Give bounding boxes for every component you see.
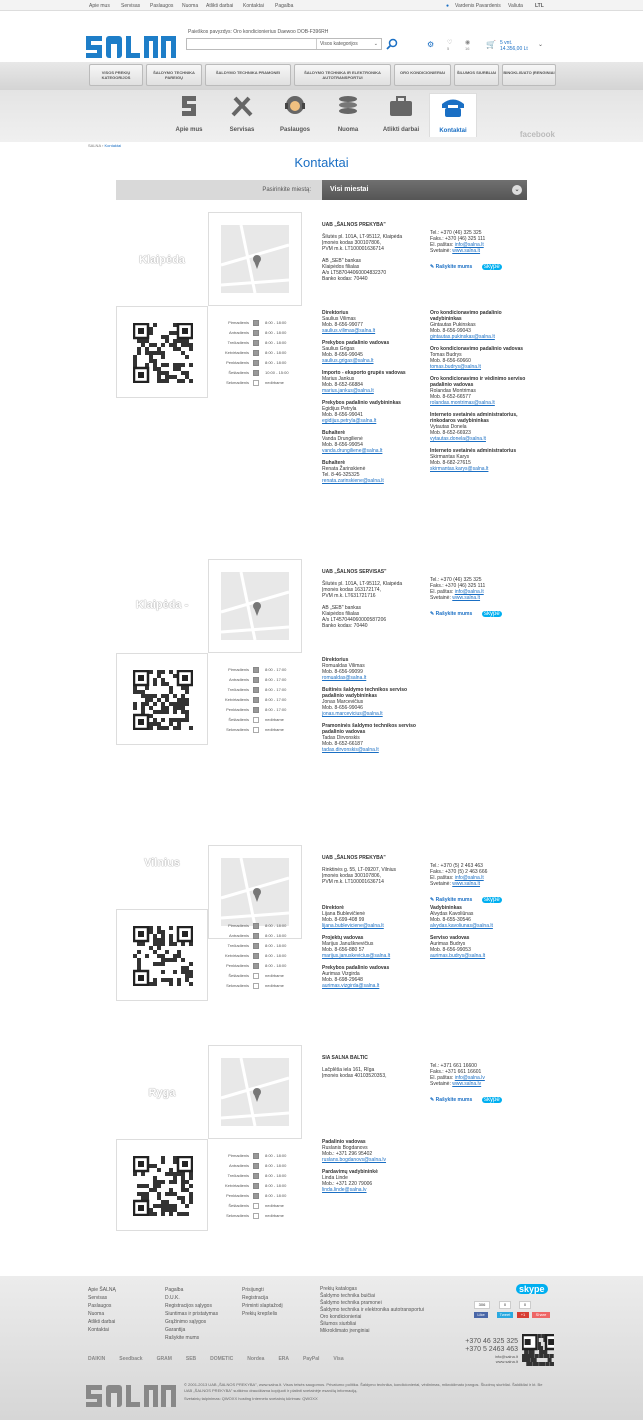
contact-link[interactable]: marijus.januskevicius@salna.lt — [322, 953, 391, 959]
write-us-link[interactable]: ✎ Rašykite mums — [430, 1097, 473, 1103]
map-pin-icon — [221, 572, 289, 640]
city-name: Klaipėda — [139, 254, 185, 266]
search-hint: Paieškos pavyzdys: Oro kondicionierius Daewoo DOB-F396RH — [188, 29, 329, 35]
contact-link[interactable]: aurimas.budrys@salna.lt — [430, 953, 486, 959]
footer-link[interactable]: Grąžinimo sąlygos — [165, 1319, 207, 1325]
staff-entry: Prekybos padalinio vadybininkas Egidijus Petryla Mob. 8-656-99041 egidijus.petryla@salna.lt — [322, 400, 401, 424]
hours-row: Sekmadienis nedirbame — [226, 727, 284, 732]
skype-icon[interactable]: skype — [484, 264, 500, 270]
qr-code-icon — [522, 1334, 554, 1366]
top-link-service[interactable]: Servisas — [121, 3, 141, 9]
footer-link[interactable]: Prekių krepšelis — [242, 1311, 278, 1317]
hours-row: Pirmadienis 8:00 - 18:00 — [228, 923, 287, 928]
hours-row: Antradienis 8:00 - 18:00 — [228, 330, 287, 335]
staff-column-right — [430, 310, 534, 478]
support-agent-icon — [280, 93, 310, 119]
contact-link[interactable]: linda.linde@salna.lv — [322, 1187, 367, 1193]
staff-entry: Prekybos padalinio vadovas Saulius Grigas Mob. 8-656-99045 saulius.grigas@salna.lt — [322, 340, 390, 364]
hours-row: Trečiadienis 8:00 - 18:00 — [227, 1173, 287, 1178]
category-heatpumps[interactable]: ŠILUMOS SIURBLIAI — [454, 64, 499, 86]
staff-entry: Oro kondicionavimo ir vėdinimo serviso padalinio vadovas Rolandas Montrimas Mob. 8-652-66577 rolandas.montrimas@salna.lt — [430, 376, 526, 406]
skype-icon[interactable]: skype — [484, 611, 500, 617]
footer — [0, 1276, 643, 1420]
footer-link[interactable]: Registracijos sąlygos — [165, 1303, 212, 1309]
hours-status-icon — [253, 943, 259, 949]
footer-link[interactable]: D.U.K. — [165, 1295, 180, 1301]
contact-link[interactable]: info@salna.lt — [454, 242, 484, 248]
top-bar — [0, 0, 643, 11]
staff-entry: Direktorius Romualdas Vilimas Mob. 8-656-99099 romualdas@salna.lt — [322, 657, 367, 681]
hours-row: Penktadienis 8:00 - 18:00 — [226, 360, 287, 365]
footer-link[interactable]: Šaldymo technika buičiai — [320, 1293, 376, 1299]
plus-button[interactable]: +1 — [517, 1312, 529, 1318]
company-phones: Tel.: +370 (46) 325 325 Faks.: +370 (46) 325 111 El. paštas: info@salna.lt Svetainė: www.salna.lt — [430, 230, 486, 254]
footer-link[interactable]: Prisijungti — [242, 1287, 264, 1293]
staff-entry: Importo - eksporto grupės vadovas Marius Jankus Mob. 8-652-66884 marius.jankus@salna.lt — [322, 370, 406, 394]
footer-link[interactable]: Rašykite mums — [165, 1335, 200, 1341]
staff-column-left — [322, 905, 426, 995]
opening-hours — [216, 320, 302, 390]
staff-entry: Oro kondicionavimo padalinio vadybininkas Gintautas Pukinskas Mob. 8-656-99043 gintautas.pukinskas@salna.lt — [430, 310, 502, 340]
hours-row: Sekmadienis nedirbame — [226, 983, 284, 988]
search-icon[interactable] — [385, 38, 399, 50]
currency-label: Valiuta — [508, 3, 523, 9]
contact-link[interactable]: marius.jankus@salna.lt — [322, 388, 374, 394]
category-all[interactable]: VISOS PREKIŲ KATEGORIJOS — [89, 64, 143, 86]
map-pin-icon — [221, 225, 289, 293]
contact-link[interactable]: aurimas.vizgirda@salna.lt — [322, 983, 380, 989]
footer-link[interactable]: Garantija — [165, 1327, 186, 1333]
category-household[interactable]: ŠALDYMO TECHNIKA PAREIGŲ — [146, 64, 202, 86]
contact-link[interactable]: saulius.grigas@salna.lt — [322, 358, 374, 364]
chevron-down-icon: ⌄ — [512, 185, 522, 195]
hours-status-icon — [253, 677, 259, 683]
favorites-icon[interactable]: ♡ 5 — [447, 40, 453, 51]
write-us-link[interactable]: ✎ Rašykite mums — [430, 611, 473, 617]
user-icon: ● — [446, 3, 450, 9]
staff-entry: Oro kondicionavimo padalinio vadovas Tomas Budrys Mob. 8-656-60660 tomas.budrys@salna.lt — [430, 346, 524, 370]
hours-row: Penktadienis 8:00 - 18:00 — [226, 1193, 287, 1198]
footer-link[interactable]: Registracija — [242, 1295, 269, 1301]
hours-row: Trečiadienis 8:00 - 17:00 — [227, 687, 287, 692]
partner-logo: SEB — [185, 1356, 197, 1362]
company-phones: Tel.: +370 (5) 2 463 463 Faks.: +370 (5) 2 463 666 El. paštas: info@salna.lt Svetainė: www.salna.lt — [430, 863, 488, 887]
hours-status-icon — [253, 933, 259, 939]
partner-logo: PayPal — [303, 1356, 320, 1362]
breadcrumb-home[interactable]: SALNA — [88, 143, 101, 148]
map[interactable] — [208, 1045, 302, 1139]
map[interactable] — [208, 212, 302, 306]
contact-link[interactable]: renata.zarinskiene@salna.lt — [322, 478, 384, 484]
staff-entry: Pramoninės šaldymo technikos serviso padalinio vadovas Tadas Dirvonskis Mob. 8-652-66187 tadas.dirvonskis@salna.lt — [322, 723, 416, 753]
hours-status-icon — [253, 1213, 259, 1219]
hours-row: Šeštadienis nedirbame — [228, 973, 284, 978]
city-select[interactable]: Visi miestai ⌄ — [322, 180, 527, 200]
skype-icon[interactable]: skype — [484, 897, 500, 903]
hours-status-icon — [253, 953, 259, 959]
hours-status-icon — [253, 697, 259, 703]
opening-hours — [216, 667, 302, 737]
hours-status-icon — [253, 340, 259, 346]
footer-link[interactable]: Siuntimas ir pristatymas — [165, 1311, 219, 1317]
skype-icon[interactable]: skype — [484, 1097, 500, 1103]
footer-link[interactable]: Šaldymo technika ir elektronika autotransportui — [320, 1307, 424, 1313]
cart-icon[interactable]: 🛒 — [486, 40, 496, 49]
copyright: © 2001-2013 UAB „ŠALNOS PREKYBA", www.salna.lt. Visos teisės saugomos. Privatumo politika. Šaldymo technika, kondicionieriai, vėdinimas, mikroklimato įrangos. Šiuolmų siurbliai. Šaldikliai ir kt. Be UAB „ŠALNOS PREKYBA" sutikimo draudžiama kopijuoti ir platinti svetainėje esančią informaciją. Svetainių talpinimas: QWOXX hosting Interneto svetainių kūrimas: QWOXX — [184, 1382, 543, 1401]
top-link-about[interactable]: Apie mus — [89, 3, 110, 9]
hours-status-icon — [253, 1203, 259, 1209]
search-input[interactable] — [186, 38, 382, 50]
qr-code-icon — [133, 1156, 193, 1216]
footer-link[interactable]: Nuoma — [88, 1311, 105, 1317]
hours-row: Pirmadienis 8:00 - 18:00 — [228, 320, 287, 325]
partner-logo: Nordea — [247, 1356, 265, 1362]
contact-link[interactable]: info@salna.lt — [454, 589, 484, 595]
contact-link[interactable]: egidijus.petryla@salna.lt — [322, 418, 377, 424]
qr-code — [116, 1139, 208, 1231]
city-filter — [116, 180, 527, 200]
hours-status-icon — [253, 707, 259, 713]
hours-row: Pirmadienis 8:00 - 18:00 — [228, 1153, 287, 1158]
like-button[interactable]: Like — [474, 1312, 488, 1318]
hours-row: Antradienis 8:00 - 18:00 — [228, 933, 287, 938]
nav-rent[interactable]: Nuoma — [324, 93, 372, 137]
footer-link[interactable]: Prekių katalogas — [320, 1286, 357, 1292]
twitter-count[interactable]: 0 — [499, 1301, 511, 1309]
hours-row: Trečiadienis 8:00 - 18:00 — [227, 943, 287, 948]
contact-link[interactable]: gintautas.pukinskas@salna.lt — [430, 334, 495, 340]
top-link-rent[interactable]: Nuoma — [182, 3, 199, 9]
hours-row: Šeštadienis 10:00 - 15:00 — [228, 370, 289, 375]
hours-status-icon — [253, 727, 259, 733]
hours-status-icon — [253, 1173, 259, 1179]
salna-logo[interactable] — [86, 34, 176, 60]
staff-entry: Prekybos padalinio vadovas Aurimas Vizgirda Mob. 8-698-29648 aurimas.vizgirda@salna.lt — [322, 965, 390, 989]
user-name[interactable]: Vardenis Pavardenis — [455, 3, 501, 9]
company-phones: Tel.: +370 (46) 325 325 Faks.: +370 (46) 325 111 El. paštas: info@salna.lt Svetainė: www.salna.lt — [430, 577, 486, 601]
company-info: UAB „ŠALNOS SERVISAS" Šilutės pl. 101A, LT-95112, Klaipėda Įmonės kodas 163172174, PVM m.k. LT631721716 AB „SEB" bankas Klaipėdos filialas A/s LT457044060000587206 Banko kodas: 70440 — [322, 569, 403, 629]
partner-logo: DAIKIN — [88, 1356, 106, 1362]
hours-row: Antradienis 8:00 - 17:00 — [228, 677, 287, 682]
partner-logo: GRAM — [156, 1356, 172, 1362]
hours-status-icon — [253, 360, 259, 366]
partner-logos — [88, 1356, 438, 1362]
staff-entry: Direktorė Lijana Bublevičienė Mob. 8-699-408 99 lijana.bubleviciene@salna.lt — [322, 905, 384, 929]
contact-link[interactable]: saulius.vilimas@salna.lt — [322, 328, 376, 334]
footer-link[interactable]: Šaldymo technika pramonei — [320, 1300, 382, 1306]
company-phones: Tel.: +371 661 16600 Faks.: +371 661 16601 El. paštas: info@salna.lv Svetainė: www.salna.lv — [430, 1063, 485, 1087]
staff-entry: Buhalterė Vanda Drungilienė Mob. 8-656-99054 vanda.drungiliene@salna.lt — [322, 430, 383, 454]
contact-link[interactable]: www.salna.lt — [452, 248, 481, 254]
footer-link[interactable]: Servisas — [88, 1295, 108, 1301]
contact-link[interactable]: rolandas.montrimas@salna.lt — [430, 400, 495, 406]
hours-status-icon — [253, 717, 259, 723]
opening-hours — [216, 923, 302, 993]
contact-link[interactable]: tomas.budrys@salna.lt — [430, 364, 481, 370]
qr-code-icon — [133, 323, 193, 383]
nav-works[interactable]: Atlikti darbai — [377, 93, 425, 137]
category-transport[interactable]: ŠALDYMO TECHNIKA IR ELEKTRONIKA AUTOTRANSPORTUI — [294, 64, 391, 86]
city-filter-label: Pasirinkite miestą: — [262, 187, 311, 193]
contact-link[interactable]: tadas.dirvonskis@salna.lt — [322, 747, 379, 753]
contact-link[interactable]: www.salna.lv — [452, 1081, 482, 1087]
hours-row: Ketvirtadienis 8:00 - 18:00 — [224, 350, 287, 355]
qr-code — [116, 909, 208, 1001]
briefcase-icon — [386, 93, 416, 119]
contact-link[interactable]: info@salna.lt — [454, 875, 484, 881]
top-link-help[interactable]: Pagalba — [275, 3, 294, 9]
footer-link[interactable]: Kontaktai — [88, 1327, 109, 1333]
hours-row: Pirmadienis 8:00 - 17:00 — [228, 667, 287, 672]
footer-salna-logo[interactable] — [86, 1383, 176, 1409]
hours-status-icon — [253, 687, 259, 693]
footer-link[interactable]: Priminti slaptažodį — [242, 1303, 283, 1309]
contact-link[interactable]: info@salna.lv — [454, 1075, 485, 1081]
footer-link[interactable]: Oro kondicionieriai — [320, 1314, 362, 1320]
hours-status-icon — [253, 320, 259, 326]
staff-entry: Buhalterė Renata Žarinskienė Tel. 8-46-325325 renata.zarinskiene@salna.lt — [322, 460, 384, 484]
contact-link[interactable]: vytautas.donela@salna.lt — [430, 436, 486, 442]
qr-code — [116, 653, 208, 745]
map-pin-icon — [221, 1058, 289, 1126]
company-info: UAB „ŠALNOS PREKYBA" Šilutės pl. 101A, LT-95112, Klaipėda Įmonės kodas 300107806, PVM m.k. LT100001636714 AB „SEB" bankas Klaipėdos filialas A/s LT587044060004832370 Banko kodas: 70440 — [322, 222, 403, 282]
hours-status-icon — [253, 1153, 259, 1159]
staff-column-left — [322, 657, 426, 759]
footer-link[interactable]: Paslaugos — [88, 1303, 112, 1309]
currency-select[interactable]: LTL — [535, 3, 544, 9]
hours-status-icon — [253, 973, 259, 979]
staff-column-left — [322, 1139, 426, 1199]
hours-status-icon — [253, 1193, 259, 1199]
contact-link[interactable]: alvydas.kavoliunas@salna.lt — [430, 923, 493, 929]
staff-entry: Padalinio vadovas Ruslanis Bogdanovs Mob.: +371 296 95402 ruslans.bogdanovs@salna.lv — [322, 1139, 387, 1163]
contact-link[interactable]: vanda.drungiliene@salna.lt — [322, 448, 383, 454]
map[interactable] — [208, 559, 302, 653]
hours-status-icon — [253, 963, 259, 969]
staff-entry: Buitinės šaldymo technikos serviso padalinio vadybininkas Jonas Marcevičius Mob. 8-656-99046 jonas.marcevicius@salna.lt — [322, 687, 408, 717]
salna-s-icon — [174, 93, 204, 119]
city-name: Klaipėda - — [135, 599, 189, 611]
map-pin-icon — [221, 858, 289, 926]
skype-logo[interactable]: skype — [516, 1284, 548, 1294]
views-icon[interactable]: ◉ 16 — [465, 40, 471, 51]
contact-link[interactable]: ruslans.bogdanovs@salna.lv — [322, 1157, 387, 1163]
staff-entry: Serviso vadovas Aurimas Budrys Mob. 8-656-99053 aurimas.budrys@salna.lt — [430, 935, 486, 959]
hours-row: Sekmadienis nedirbame — [226, 380, 284, 385]
footer-link[interactable]: Apie ŠALNĄ — [88, 1287, 116, 1293]
hours-row: Trečiadienis 8:00 - 18:00 — [227, 340, 287, 345]
hours-status-icon — [253, 350, 259, 356]
category-climate[interactable]: BINOKLIS/ATO ĮRENGINIAI — [502, 64, 556, 86]
footer-contacts: +370 46 325 325 +370 5 2463 463 info@salna.lt www.salna.lt — [465, 1338, 518, 1364]
hours-row: Penktadienis 8:00 - 18:00 — [226, 963, 287, 968]
qr-code-icon — [133, 670, 193, 730]
nav-about[interactable]: Apie mus — [165, 93, 213, 137]
hours-status-icon — [253, 1183, 259, 1189]
staff-column-left — [322, 310, 426, 490]
hours-row: Penktadienis 8:00 - 17:00 — [226, 707, 287, 712]
nav-service[interactable]: Servisas — [218, 93, 266, 137]
hours-status-icon — [253, 330, 259, 336]
contact-link[interactable]: jonas.marcevicius@salna.lt — [322, 711, 383, 717]
hero-nav — [0, 90, 643, 142]
hours-status-icon — [253, 667, 259, 673]
nav-contacts[interactable]: Kontaktai — [429, 93, 477, 137]
chevron-down-icon[interactable]: ⌄ — [538, 42, 544, 48]
page-title: Kontaktai — [294, 155, 349, 170]
hours-status-icon — [253, 380, 259, 386]
staff-entry: Interneto svetainės administratorius, rinkodaros vadybininkas Vytautas Donela Mob. 8-652-66923 vytautas.donela@salna.lt — [430, 412, 518, 442]
footer-link[interactable]: Šilumos siurbliai — [320, 1321, 357, 1327]
partner-logo: Seedback — [119, 1356, 143, 1362]
city-name: Vilnius — [144, 857, 180, 869]
cart-summary[interactable]: 5 vnt. 14.356,00 Lt — [500, 40, 528, 52]
contact-link[interactable]: skirmantas.karys@salna.lt — [430, 466, 489, 472]
breadcrumb-current: Kontaktai — [104, 143, 122, 148]
staff-entry: Interneto svetainės administratorius Skirmantas Karys Mob. 8-682-27615 skirmantas.karys@salna.lt — [430, 448, 517, 472]
contact-link[interactable]: www.salna.lt — [452, 595, 481, 601]
hours-row: Šeštadienis nedirbame — [228, 717, 284, 722]
share-count[interactable]: 0 — [519, 1301, 531, 1309]
qr-code-icon — [133, 926, 193, 986]
partner-logo: DOMETIC — [210, 1356, 234, 1362]
staff-entry: Direktorius Saulius Vilimas Mob. 8-656-99077 saulius.vilimas@salna.lt — [322, 310, 376, 334]
hours-row: Šeštadienis nedirbame — [228, 1203, 284, 1208]
top-link-services[interactable]: Paslaugos — [150, 3, 174, 9]
facebook-like-button[interactable]: 306 — [474, 1301, 490, 1309]
hours-row: Sekmadienis nedirbame — [226, 1213, 284, 1218]
staff-column-right — [430, 905, 534, 965]
write-us-link[interactable]: ✎ Rašykite mums — [430, 897, 473, 903]
qr-code — [116, 306, 208, 398]
company-info: SIA SALNA BALTIC Lačplēša iela 161, Rīga Įmonės kodas 40103520353, — [322, 1055, 387, 1079]
hours-row: Ketvirtadienis 8:00 - 18:00 — [224, 1183, 287, 1188]
share-button[interactable]: Share — [532, 1312, 550, 1318]
hours-row: Ketvirtadienis 8:00 - 17:00 — [224, 697, 287, 702]
hours-status-icon — [253, 923, 259, 929]
hours-row: Ketvirtadienis 8:00 - 18:00 — [224, 953, 287, 958]
staff-entry: Projektų vadovas Marijus Janušknevičius Mob. 8-656-880 57 marijus.januskevicius@salna.lt — [322, 935, 391, 959]
category-ac[interactable]: ORO KONDICIONIERIAI — [394, 64, 451, 86]
footer-link[interactable]: Mikroklimato įrenginiai — [320, 1328, 370, 1334]
facebook-label[interactable]: facebook — [519, 130, 555, 139]
contact-link[interactable]: www.salna.lt — [452, 881, 481, 887]
write-us-link[interactable]: ✎ Rašykite mums — [430, 264, 473, 270]
staff-entry: Pardavimų vadybininkė Linda Linde Mob.: +371 220 79006 linda.linde@salna.lv — [322, 1169, 378, 1193]
hours-row: Antradienis 8:00 - 18:00 — [228, 1163, 287, 1168]
hours-status-icon — [253, 370, 259, 376]
compare-icon[interactable]: ⚙ — [427, 40, 435, 49]
top-link-contacts[interactable]: Kontaktai — [243, 3, 264, 9]
contact-link[interactable]: lijana.bubleviciene@salna.lt — [322, 923, 384, 929]
city-name: Ryga — [148, 1087, 176, 1099]
top-link-works[interactable]: Atlikti darbai — [206, 3, 234, 9]
partner-logo: ERA — [278, 1356, 290, 1362]
opening-hours — [216, 1153, 302, 1223]
footer-link[interactable]: Atlikti darbai — [88, 1319, 116, 1325]
breadcrumb: SALNA › Kontaktai — [88, 143, 122, 148]
category-industry[interactable]: ŠALDYMO TECHNIKA PRAMONEI — [205, 64, 291, 86]
tools-icon — [227, 93, 257, 119]
hours-status-icon — [253, 1163, 259, 1169]
partner-logo: Visa — [333, 1356, 344, 1362]
hours-status-icon — [253, 983, 259, 989]
company-info: UAB „ŠALNOS PREKYBA" Rinktinės g. 55, LT-09207, Vilnius Įmonės kodas 300107806, PVM m.k. LT100001636714 — [322, 855, 397, 885]
category-bar — [0, 62, 643, 90]
contact-link[interactable]: romualdas@salna.lt — [322, 675, 367, 681]
nav-services[interactable]: Paslaugos — [271, 93, 319, 137]
search-category-select[interactable]: Visos kategorijos ⌄ — [316, 39, 381, 49]
tweet-button[interactable]: Tweet — [497, 1312, 513, 1318]
footer-link[interactable]: Pagalba — [165, 1287, 184, 1293]
staff-entry: Vadybininkas Alvydas Kavoliūnas Mob. 8-655-30546 alvydas.kavoliunas@salna.lt — [430, 905, 493, 929]
phone-icon — [438, 94, 468, 120]
coins-icon — [333, 93, 363, 119]
